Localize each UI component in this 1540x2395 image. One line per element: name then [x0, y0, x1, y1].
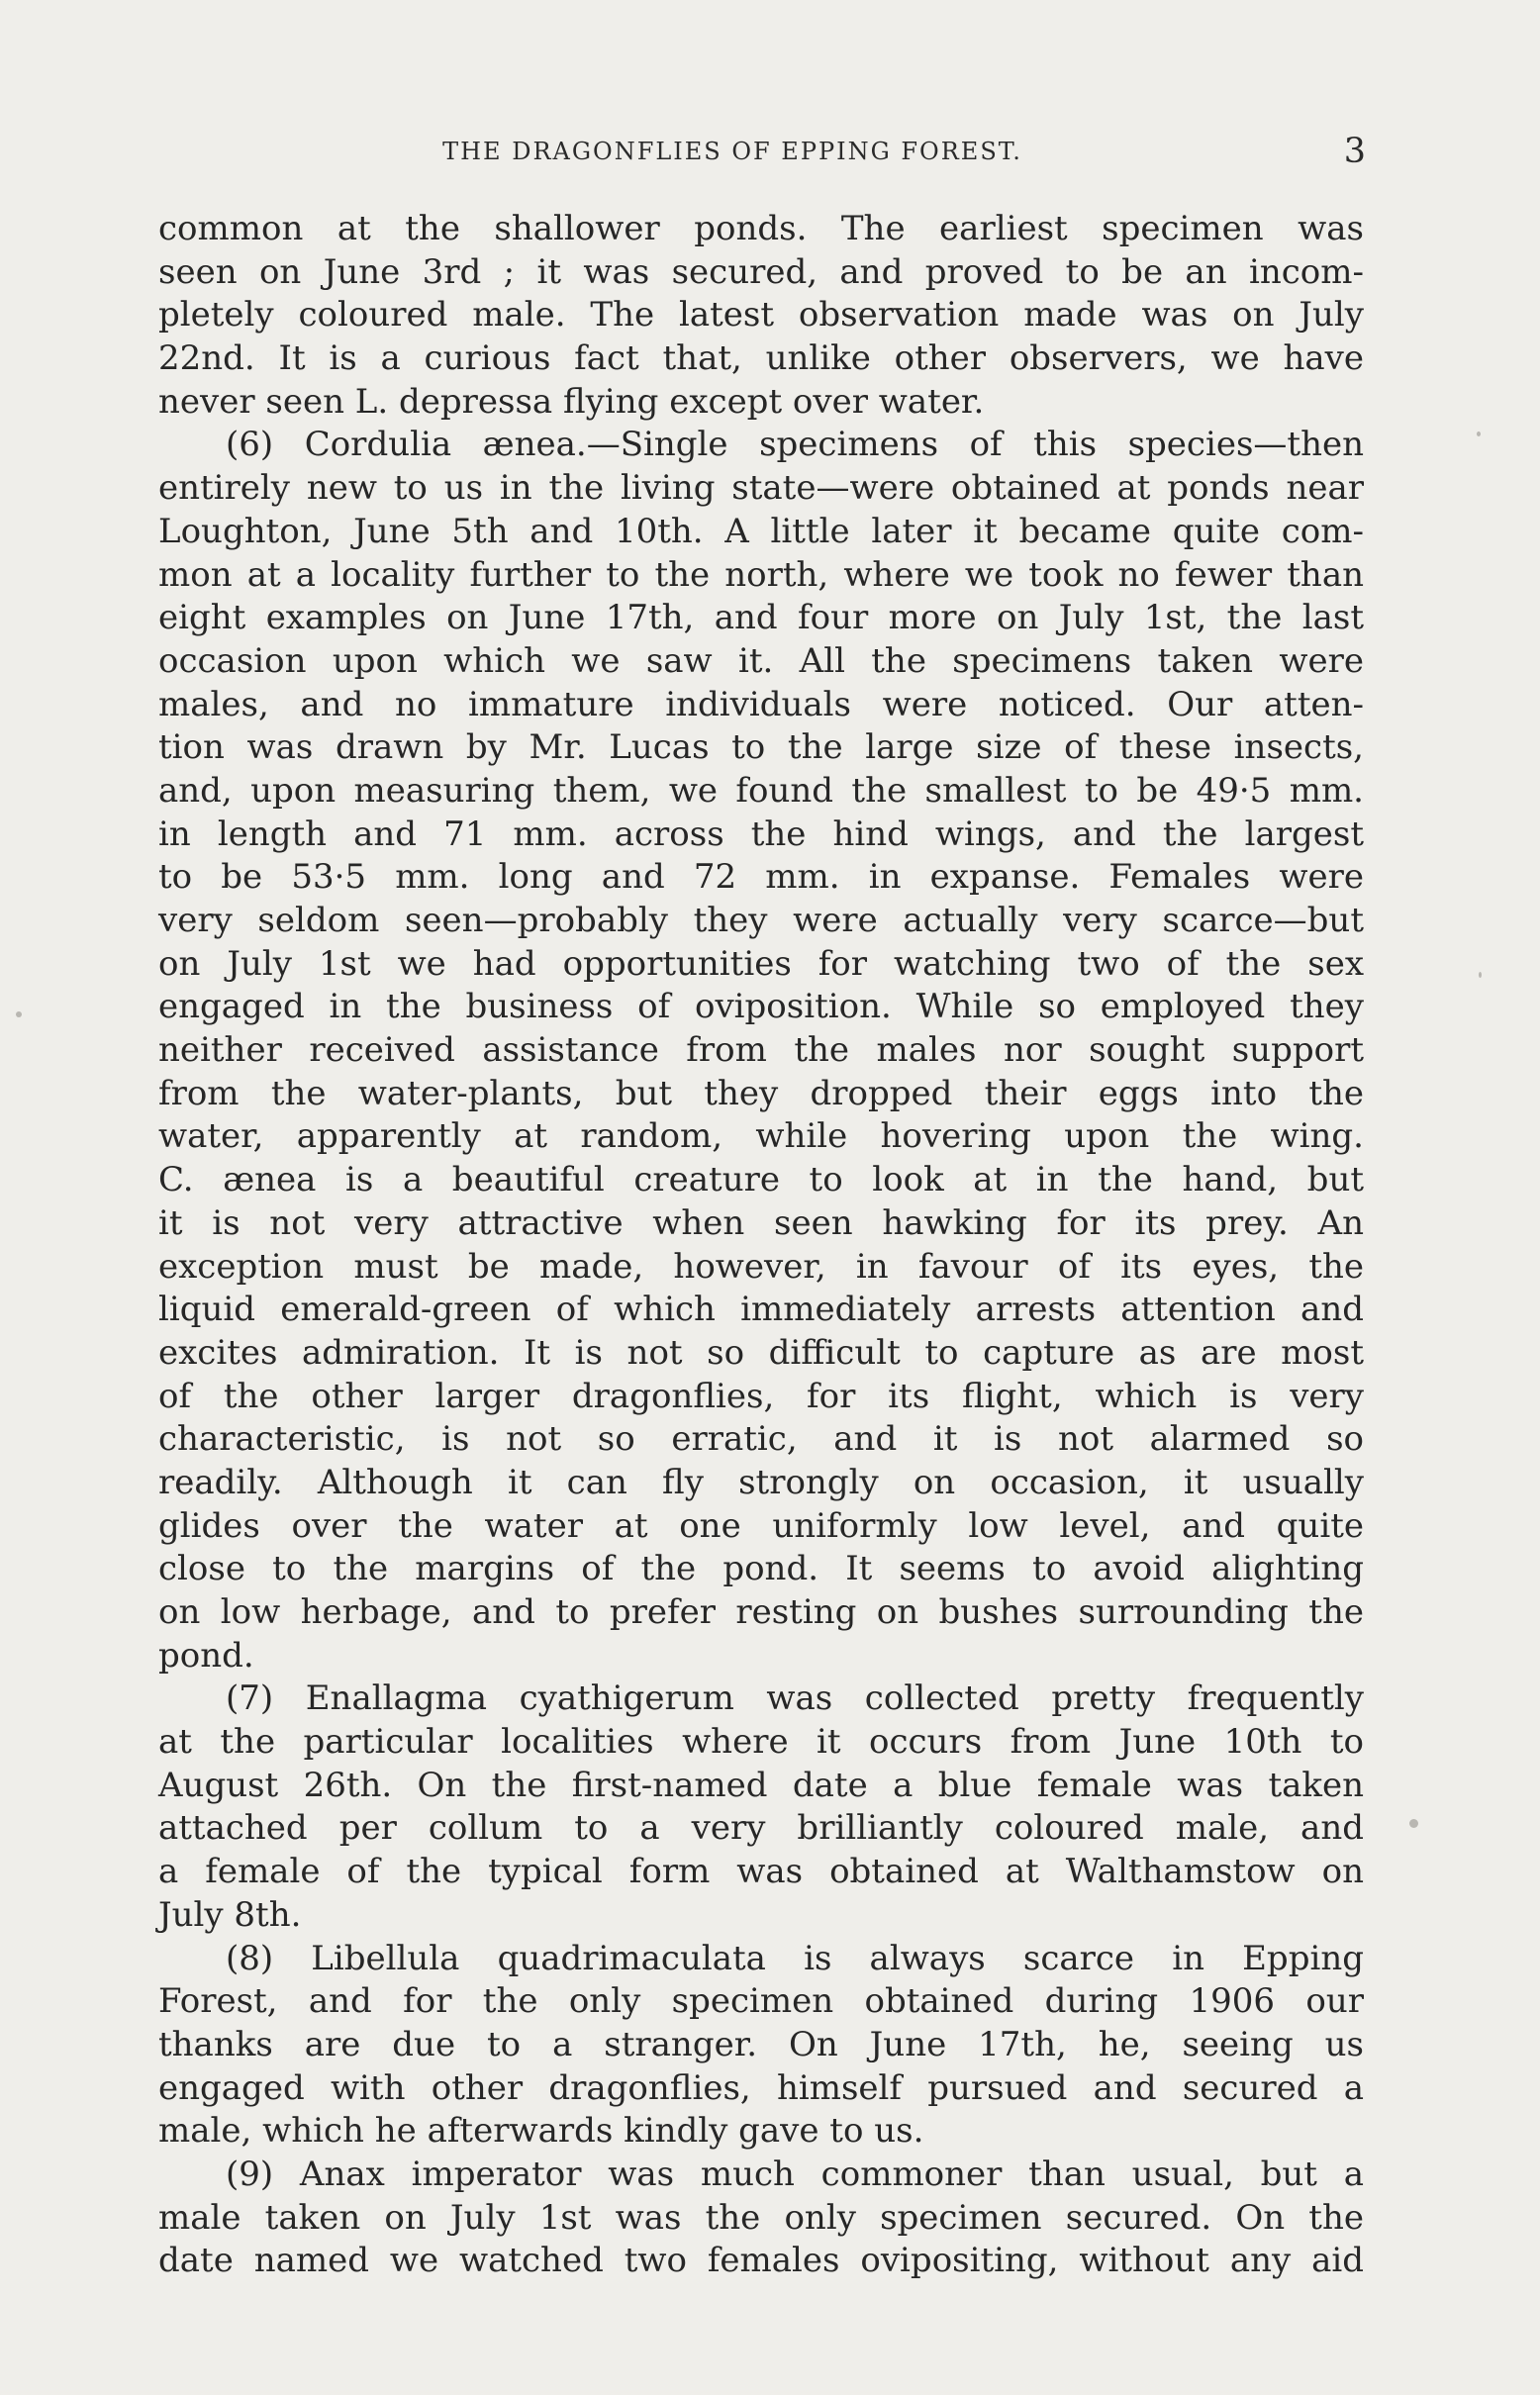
text-line: males, and no immature individuals were noticed. Our atten-: [158, 684, 1364, 724]
text-line: (6) Cordulia ænea.—Single specimens of this species—then: [226, 425, 1364, 465]
text-line: characteristic, is not so erratic, and it is not alarmed so: [158, 1419, 1364, 1460]
text-line: neither received assistance from the males nor sought support: [158, 1030, 1364, 1071]
paper-speck: [1477, 431, 1481, 436]
text-line: eight examples on June 17th, and four more on July 1st, the last: [158, 598, 1364, 638]
text-line: glides over the water at one uniformly low level, and quite: [158, 1505, 1364, 1546]
text-line: mon at a locality further to the north, where we took no fewer than: [158, 554, 1364, 595]
text-line: attached per collum to a very brilliantly coloured male, and: [158, 1808, 1364, 1849]
text-line: (9) Anax imperator was much commoner than usual, but a: [226, 2154, 1364, 2194]
text-line: engaged in the business of oviposition. While so employed they: [158, 987, 1364, 1027]
text-line: water, apparently at random, while hovering upon the wing.: [158, 1116, 1364, 1157]
paper-speck: [1409, 1819, 1418, 1828]
text-line: exception must be made, however, in favour of its eyes, the: [158, 1246, 1364, 1287]
body-text: [158, 208, 1364, 2283]
text-line: thanks are due to a stranger. On June 17th, he, seeing us: [158, 2024, 1364, 2064]
text-line: close to the margins of the pond. It seems to avoid alighting: [158, 1549, 1364, 1589]
text-line: occasion upon which we saw it. All the specimens taken were: [158, 640, 1364, 681]
text-line: never seen L. depressa flying except over water.: [158, 381, 985, 422]
text-line: August 26th. On the first-named date a blue female was taken: [158, 1765, 1364, 1805]
text-line: in length and 71 mm. across the hind wings, and the largest: [158, 814, 1364, 854]
text-line: a female of the typical form was obtained at Walthamstow on: [158, 1852, 1364, 1892]
paper-speck: [1479, 972, 1482, 978]
text-line: tion was drawn by Mr. Lucas to the large size of these insects,: [158, 727, 1364, 768]
text-line: male taken on July 1st was the only specimen secured. On the: [158, 2197, 1364, 2238]
text-line: from the water-plants, but they dropped their eggs into the: [158, 1073, 1364, 1113]
text-line: pond.: [158, 1635, 254, 1676]
text-line: on low herbage, and to prefer resting on bushes surrounding the: [158, 1592, 1364, 1632]
text-line: seen on June 3rd ; it was secured, and proved to be an incom-: [158, 251, 1364, 292]
text-line: readily. Although it can fly strongly on occasion, it usually: [158, 1462, 1364, 1502]
text-line: pletely coloured male. The latest observation made was on July: [158, 295, 1364, 335]
text-line: liquid emerald-green of which immediately arrests attention and: [158, 1290, 1364, 1330]
text-line: on July 1st we had opportunities for watching two of the sex: [158, 943, 1364, 984]
text-line: C. ænea is a beautiful creature to look at in the hand, but: [158, 1160, 1364, 1200]
text-line: at the particular localities where it occurs from June 10th to: [158, 1722, 1364, 1763]
text-line: July 8th.: [158, 1894, 302, 1935]
text-line: (7) Enallagma cyathigerum was collected pretty frequently: [226, 1678, 1364, 1719]
text-line: and, upon measuring them, we found the smallest to be 49·5 mm.: [158, 770, 1364, 811]
running-header: [158, 127, 1366, 176]
text-line: date named we watched two females ovipositing, without any aid: [158, 2241, 1364, 2281]
text-line: 22nd. It is a curious fact that, unlike other observers, we have: [158, 338, 1364, 379]
text-line: Loughton, June 5th and 10th. A little later it became quite com-: [158, 511, 1364, 551]
text-line: to be 53·5 mm. long and 72 mm. in expanse. Females were: [158, 857, 1364, 898]
text-line: engaged with other dragonflies, himself pursued and secured a: [158, 2067, 1364, 2108]
page-number: 3: [1343, 132, 1366, 171]
text-line: common at the shallower ponds. The earliest specimen was: [158, 209, 1364, 248]
running-title: THE DRAGONFLIES OF EPPING FOREST.: [442, 138, 1022, 165]
text-line: of the other larger dragonflies, for its flight, which is very: [158, 1376, 1364, 1416]
paper-speck: [16, 1011, 22, 1017]
text-line: (8) Libellula quadrimaculata is always scarce in Epping: [226, 1938, 1364, 1978]
text-line: Forest, and for the only specimen obtained during 1906 our: [158, 1981, 1364, 2022]
text-line: male, which he afterwards kindly gave to us.: [158, 2111, 924, 2152]
text-line: very seldom seen—probably they were actually very scarce—but: [158, 901, 1364, 940]
text-line: excites admiration. It is not so difficult to capture as are most: [158, 1332, 1364, 1373]
text-line: it is not very attractive when seen hawking for its prey. An: [158, 1202, 1364, 1243]
text-line: entirely new to us in the living state—were obtained at ponds near: [158, 468, 1364, 509]
